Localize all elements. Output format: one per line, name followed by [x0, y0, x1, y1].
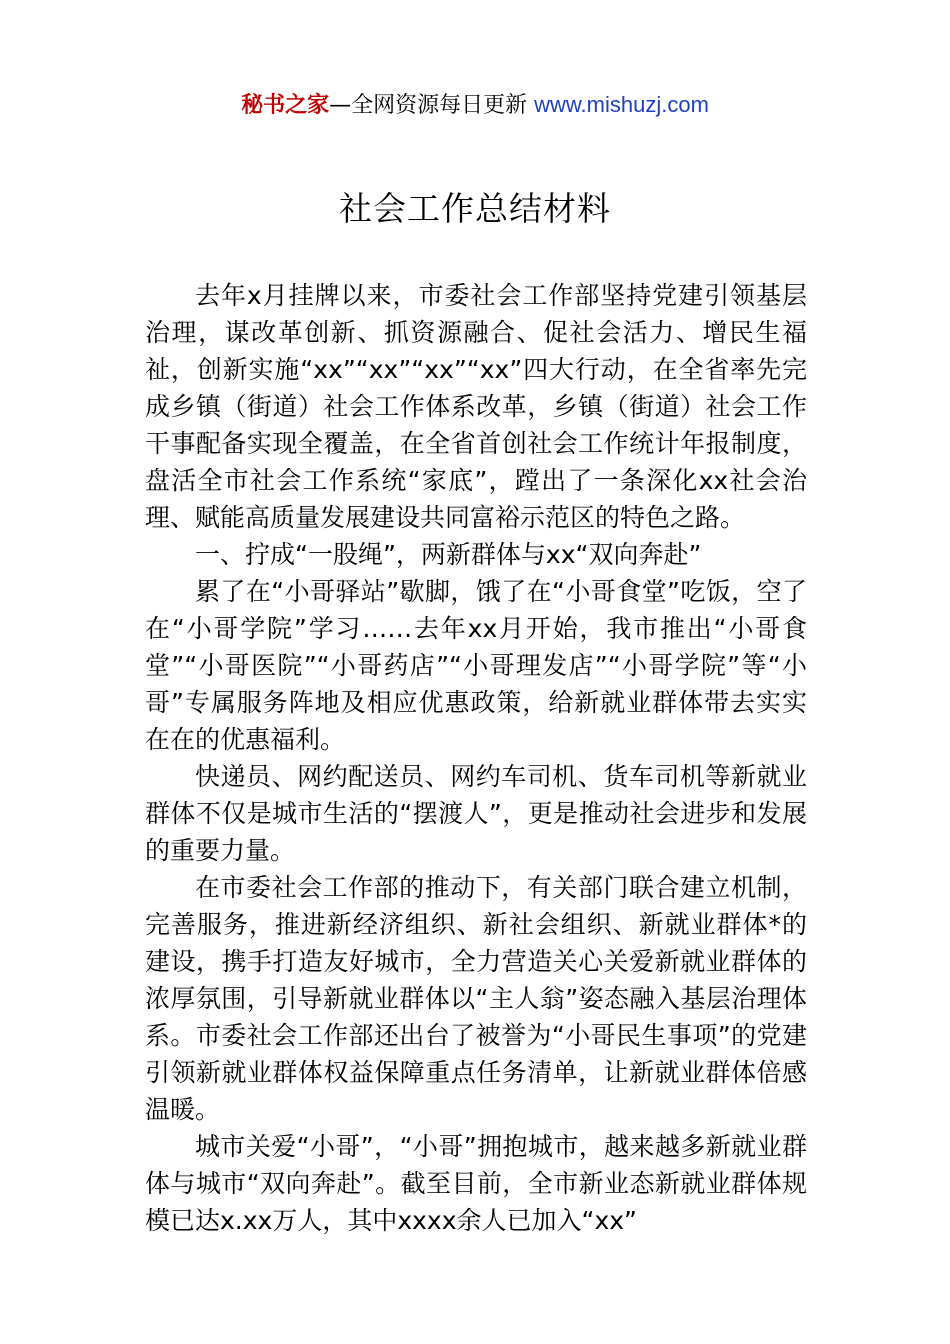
brand-name: 秘书之家 [241, 93, 330, 118]
site-header [0, 88, 950, 123]
section-heading-1: 一、拧成“一股绳”，两新群体与xx“双向奔赴” [195, 540, 702, 569]
document-body [145, 277, 807, 1239]
header-slogan: —全网资源每日更新 [329, 93, 535, 118]
paragraph-intro: 去年x月挂牌以来，市委社会工作部坚持党建引领基层治理，谋改革创新、抓资源融合、促社会活力、增民生福祉，创新实施“xx”“xx”“xx”“xx”四大行动，在全省率先完成乡镇（街道）社会工作体系改革，乡镇（街道）社会工作干事配备实现全覆盖，在全省首创社会工作统计年报制度，盘活全市社会工作系统“家底”，蹚出了一条深化xx社会治理、赋能高质量发展建设共同富裕示范区的特色之路。 [145, 281, 807, 532]
site-url-link[interactable]: www.mishuzj.com [534, 92, 709, 117]
paragraph-services: 累了在“小哥驿站”歇脚，饿了在“小哥食堂”吃饭，空了在“小哥学院”学习……去年xx月开始，我市推出“小哥食堂”“小哥医院”“小哥药店”“小哥理发店”“小哥学院”等“小哥”专属服务阵地及相应优惠政策，给新就业群体带去实实在在的优惠福利。 [145, 577, 807, 754]
paragraph-new-workers: 快递员、网约配送员、网约车司机、货车司机等新就业群体不仅是城市生活的“摆渡人”，更是推动社会进步和发展的重要力量。 [145, 762, 807, 865]
document-title: 社会工作总结材料 [339, 189, 611, 228]
paragraph-mechanism: 在市委社会工作部的推动下，有关部门联合建立机制，完善服务，推进新经济组织、新社会组织、新就业群体*的建设，携手打造友好城市，全力营造关心关爱新就业群体的浓厚氛围，引导新就业群体以“主人翁”姿态融入基层治理体系。市委社会工作部还出台了被誉为“小哥民生事项”的党建引领新就业群体权益保障重点任务清单，让新就业群体倍感温暖。 [145, 873, 807, 1124]
paragraph-city-care: 城市关爱“小哥”，“小哥”拥抱城市，越来越多新就业群体与城市“双向奔赴”。截至目前，全市新业态新就业群体规模已达x.xx万人，其中xxxx余人已加入“xx” [145, 1132, 807, 1235]
